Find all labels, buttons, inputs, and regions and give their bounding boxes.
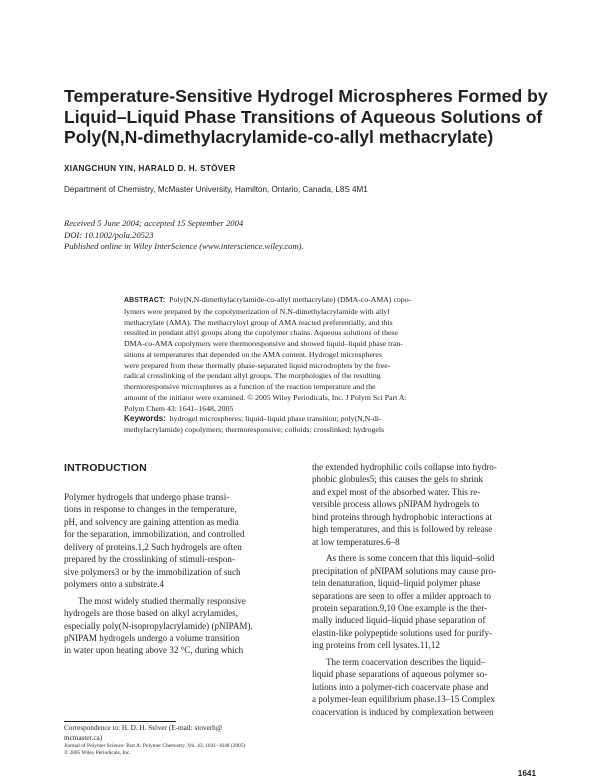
paragraph (312, 552, 540, 652)
keywords-text: hydrogel microspheres; liquid–liquid phase transition; poly(N,N-di- (169, 414, 382, 424)
text-line: precipitation of pNIPAM solutions may cause pro- (312, 565, 497, 576)
abstract-text: Poly(N,N-dimethylacrylamide-co-allyl methacrylate) (DMA-co-AMA) copo- (169, 295, 412, 304)
received-date: Received 5 June 2004; accepted 15 September 2004 (64, 218, 244, 228)
keywords-label: Keywords: (124, 414, 166, 424)
text-line: the extended hydrophilic coils collapse into hydro- (312, 462, 497, 472)
text-line: separations are seen to offer a milder approach to (312, 590, 492, 601)
text-line: phobic globules5; this causes the gels to shrink (312, 474, 483, 485)
text-line: pH, and solvency are gaining attention as media (64, 516, 239, 527)
text-line: As there is some concern that this liquid–solid (326, 553, 495, 564)
text-line: sive polymers3 or by the immobilization of such (64, 566, 241, 577)
published-online: Published online in Wiley InterScience (www.interscience.wiley.com). (64, 241, 304, 252)
text-line: especially poly(N-isopropylacrylamide) (pNIPAM). (64, 620, 253, 631)
section-heading: INTRODUCTION (64, 462, 147, 474)
text-line: prepared by the crosslinking of stimuli-respon- (64, 554, 235, 565)
abstract-line: Polym Chem 43: 1641–1648, 2005 (124, 403, 234, 413)
text-line: protein separation.9,10 One example is the ther- (312, 602, 488, 613)
paragraph (312, 656, 540, 718)
abstract (124, 295, 538, 436)
text-line: in water upon heating above 32 °C, during which (64, 645, 244, 656)
affiliation: Department of Chemistry, McMaster University, Hamilton, Ontario, Canada, L8S 4M1 (64, 185, 368, 194)
text-line: elastin-like polypeptide solutions used for purify- (312, 627, 493, 638)
paper-title (64, 86, 548, 148)
text-line: coacervation is induced by complexation between (312, 706, 494, 717)
text-line: mally induced liquid–liquid phase separation of (312, 615, 486, 626)
title-line: Poly(N,N-dimethylacrylamide-co-allyl methacrylate) (64, 127, 494, 147)
page-number: 1641 (517, 769, 536, 776)
text-line: The most widely studied thermally responsive (78, 595, 246, 606)
copyright: © 2005 Wiley Periodicals, Inc. (64, 750, 131, 757)
text-line: hydrogels are those based on alkyl acrylamides, (64, 608, 238, 619)
left-column (64, 491, 292, 661)
text-line: lutions into a polymer-rich coacervate phase and (312, 681, 489, 692)
title-line: Liquid–Liquid Phase Transitions of Aqueous Solutions of (64, 106, 543, 127)
footnote-rule (64, 721, 176, 722)
abstract-line: sitions at temperatures that depended on the AMA content. Hydrogel microspheres (124, 349, 382, 359)
abstract-label: ABSTRACT: (124, 297, 166, 304)
text-line: for the separation, immobilization, and controlled (64, 529, 245, 540)
text-line: a polymer-lean equilibrium phase.13–15 Complex (312, 694, 495, 705)
journal-info (64, 743, 245, 758)
text-line: liquid phase separations of aqueous polymer so- (312, 669, 488, 680)
abstract-line: were prepared from these thermally phase-separated liquid microdroplets by the free- (124, 360, 391, 370)
text-line: at low temperatures.6–8 (312, 536, 400, 547)
text-line: Polymer hydrogels that undergo phase transi- (64, 492, 230, 502)
paragraph (312, 461, 540, 548)
keywords-line (124, 414, 538, 425)
abstract-line: lymers were prepared by the copolymerization of N,N-dimethylacrylamide with allyl (124, 306, 390, 316)
publication-dates (64, 218, 304, 253)
abstract-line: thermoresponsive microspheres as a function of the reaction temperature and the (124, 382, 376, 391)
paragraph (64, 595, 292, 657)
text-line: and expel most of the absorbed water. This re- (312, 486, 481, 497)
correspondence-footnote (64, 724, 294, 743)
abstract-line: resulted in pendant allyl groups along the copolymer chains. Aqueous solutions of these (124, 328, 398, 338)
abstract-line (124, 295, 538, 307)
journal-citation: Journal of Polymer Science: Part A: Polymer Chemistry, Vol. 43, 1641–1648 (2005) (64, 743, 246, 749)
footnote-line: mcmaster.ca) (64, 733, 103, 742)
authors: XIANGCHUN YIN, HARALD D. H. STÖVER (64, 164, 236, 173)
text-line: high temperatures, and this is followed by release (312, 524, 493, 535)
keywords-line: methylacrylamide) copolymers; thermoresponsive; colloids; crosslinked; hydrogels (124, 425, 385, 434)
abstract-line: DMA-co-AMA copolymers were thermoresponsive and showed liquid–liquid phase tran- (124, 339, 403, 348)
text-line: tions in response to changes in the temperature, (64, 504, 237, 515)
title-line: Temperature-Sensitive Hydrogel Microspheres Formed by (64, 86, 548, 106)
abstract-line: radical crosslinking of the pendant allyl groups. The morphologies of the resulting (124, 371, 381, 381)
text-line: tein denaturation, liquid–liquid polymer phase (312, 578, 481, 589)
text-line: versible process allows pNIPAM hydrogels to (312, 499, 480, 510)
abstract-line: amount of the initiator were examined. © 2005 Wiley Periodicals, Inc. J Polym Sci Part A: (124, 392, 407, 402)
text-line: delivery of proteins.1,2 Such hydrogels are often (64, 541, 242, 552)
text-line: pNIPAM hydrogels undergo a volume transition (64, 632, 240, 643)
text-line: The term coacervation describes the liquid– (326, 656, 486, 667)
paragraph (64, 491, 292, 591)
text-line: ing proteins from cell lysates.11,12 (312, 640, 440, 651)
footnote-line: Correspondence to: H. D. H. Stöver (E-mail: stoverh@ (64, 724, 223, 732)
abstract-line: methacrylate (AMA). The methacryloyl group of AMA reacted preferentially, and this (124, 317, 393, 327)
doi: DOI: 10.1002/pola.20523 (64, 229, 154, 240)
text-line: polymers onto a substrate.4 (64, 579, 165, 590)
text-line: bind proteins through hydrophobic interactions at (312, 511, 493, 522)
right-column (312, 461, 540, 722)
